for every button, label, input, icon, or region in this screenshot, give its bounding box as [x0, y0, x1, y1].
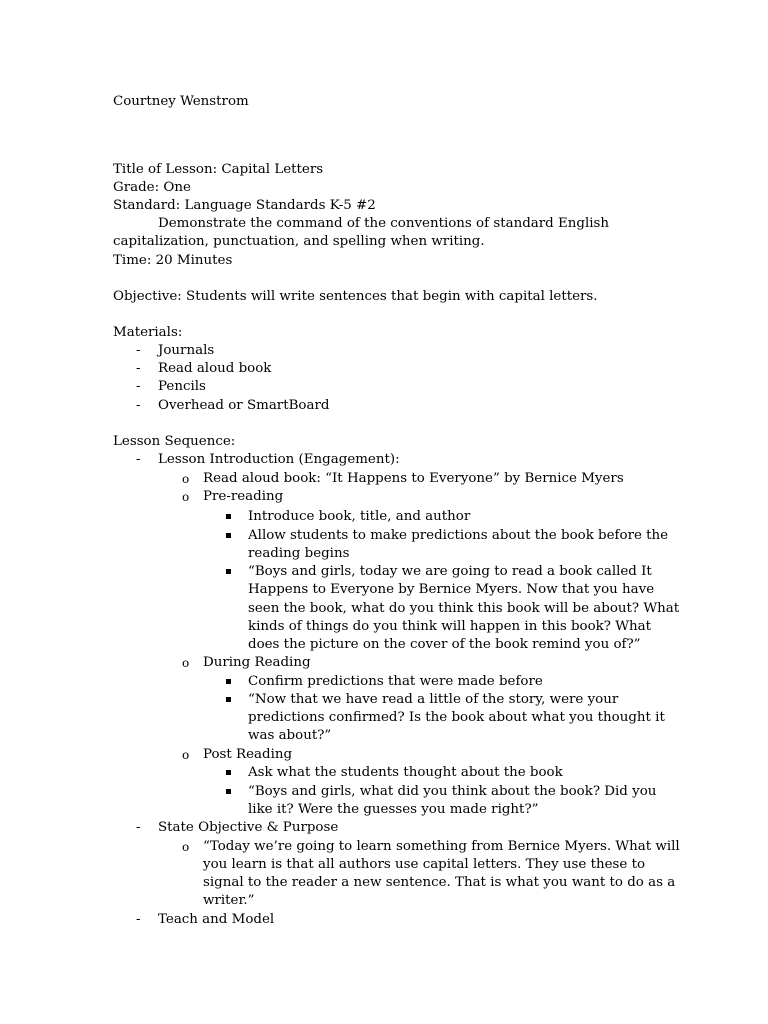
- sequence-item-teach-model: Teach and Model: [158, 912, 275, 927]
- lesson-objective: Objective: Students will write sentences that begin with capital letters.: [113, 289, 598, 304]
- pre-reading-line: Introduce book, title, and author: [248, 509, 471, 524]
- circle-bullet: o: [182, 840, 190, 854]
- sequence-heading: Lesson Sequence:: [113, 434, 236, 449]
- during-reading-line: Confirm predictions that were made before: [248, 674, 543, 689]
- pre-reading-line: reading begins: [248, 546, 350, 561]
- during-reading-line: was about?”: [248, 728, 332, 743]
- square-bullet: [226, 770, 231, 775]
- sequence-item-objective-purpose: State Objective & Purpose: [158, 820, 339, 835]
- during-reading-line: “Now that we have read a little of the story, were your: [248, 692, 619, 707]
- material-item: Read aloud book: [158, 361, 272, 376]
- dash-bullet: -: [136, 912, 141, 927]
- sequence-item-introduction: Lesson Introduction (Engagement):: [158, 452, 400, 467]
- pre-reading-line: seen the book, what do you think this book will be about? What: [248, 601, 680, 616]
- post-reading-line: “Boys and girls, what did you think about the book? Did you: [248, 784, 657, 799]
- pre-reading-line: Happens to Everyone by Bernice Myers. Now that you have: [248, 582, 655, 597]
- purpose-quote-line: signal to the reader a new sentence. That is what you want to do as a: [203, 875, 676, 890]
- circle-bullet: o: [182, 490, 190, 504]
- pre-reading-line: does the picture on the cover of the book remind you of?”: [248, 637, 641, 652]
- dash-bullet: -: [136, 820, 141, 835]
- post-reading-line: Ask what the students thought about the book: [248, 765, 563, 780]
- purpose-quote-line: you learn is that all authors use capital letters. They use these to: [203, 857, 646, 872]
- purpose-quote-line: writer.”: [203, 893, 255, 908]
- dash-bullet: -: [136, 398, 141, 413]
- pre-reading-line: “Boys and girls, today we are going to read a book called It: [248, 564, 652, 579]
- dash-bullet: -: [136, 343, 141, 358]
- square-bullet: [226, 569, 231, 574]
- dash-bullet: -: [136, 379, 141, 394]
- material-item: Journals: [158, 343, 215, 358]
- pre-reading-line: kinds of things do you think will happen in this book? What: [248, 619, 651, 634]
- lesson-title: Title of Lesson: Capital Letters: [113, 162, 324, 177]
- materials-heading: Materials:: [113, 325, 183, 340]
- circle-bullet: o: [182, 748, 190, 762]
- square-bullet: [226, 697, 231, 702]
- standard-description-line-2: capitalization, punctuation, and spelling when writing.: [113, 234, 485, 249]
- pre-reading-item: Pre-reading: [203, 489, 284, 504]
- dash-bullet: -: [136, 361, 141, 376]
- lesson-grade: Grade: One: [113, 180, 191, 195]
- circle-bullet: o: [182, 472, 190, 486]
- post-reading-line: like it? Were the guesses you made right?”: [248, 802, 539, 817]
- during-reading-item: During Reading: [203, 655, 311, 670]
- read-aloud-item: Read aloud book: “It Happens to Everyone” by Bernice Myers: [203, 471, 624, 486]
- dash-bullet: -: [136, 452, 141, 467]
- square-bullet: [226, 679, 231, 684]
- lesson-standard: Standard: Language Standards K-5 #2: [113, 198, 376, 213]
- purpose-quote-line: “Today we’re going to learn something from Bernice Myers. What will: [203, 839, 680, 854]
- during-reading-line: predictions confirmed? Is the book about what you thought it: [248, 710, 665, 725]
- lesson-time: Time: 20 Minutes: [113, 253, 233, 268]
- square-bullet: [226, 533, 231, 538]
- post-reading-item: Post Reading: [203, 747, 293, 762]
- square-bullet: [226, 789, 231, 794]
- material-item: Overhead or SmartBoard: [158, 398, 330, 413]
- material-item: Pencils: [158, 379, 206, 394]
- author-name: Courtney Wenstrom: [113, 94, 249, 109]
- standard-description-line-1: Demonstrate the command of the conventions of standard English: [158, 216, 610, 231]
- square-bullet: [226, 514, 231, 519]
- pre-reading-line: Allow students to make predictions about the book before the: [248, 528, 669, 543]
- circle-bullet: o: [182, 656, 190, 670]
